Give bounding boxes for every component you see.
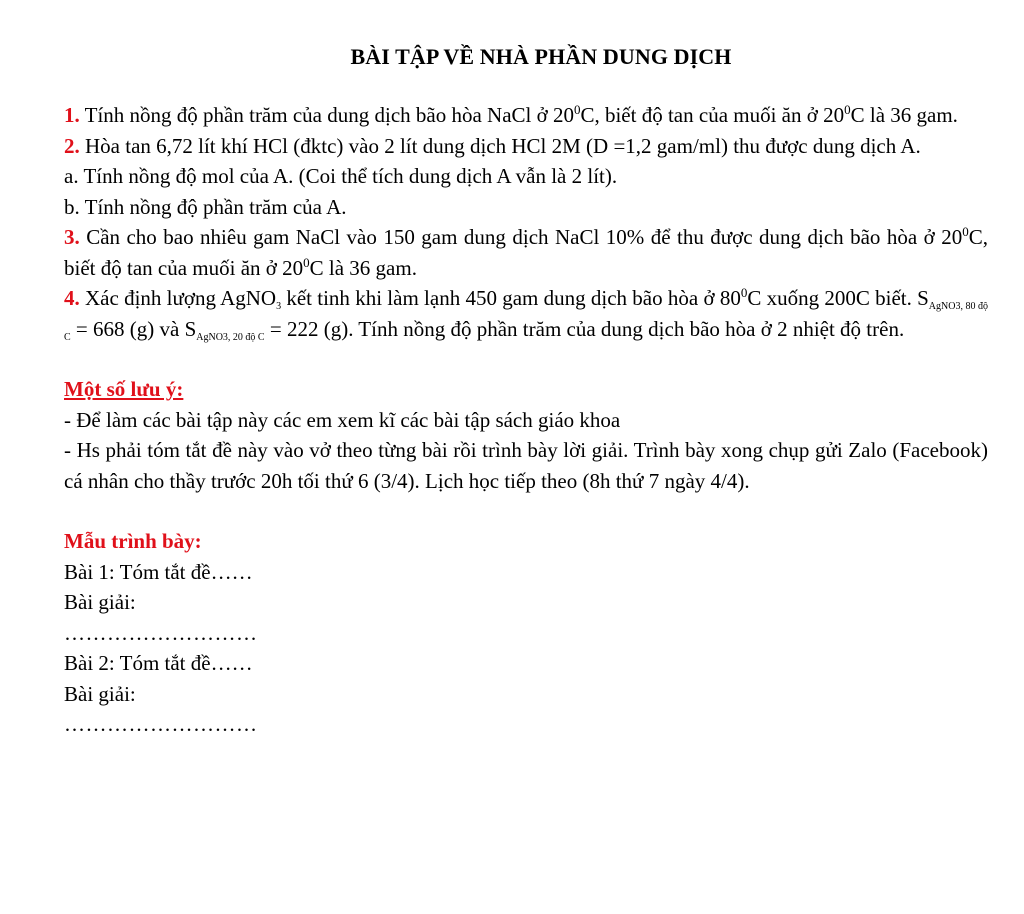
question-3-text-a: Cần cho bao nhiêu gam NaCl vào 150 gam dung dịch NaCl 10% để thu được dung dịch bão hòa ở 20: [79, 225, 963, 249]
notes-heading: [64, 374, 988, 405]
question-4-sub-3: AgNO3, 20 độ C: [196, 331, 265, 343]
question-4-number: 4.: [64, 286, 80, 310]
template-b1-dots: ………………………: [64, 620, 258, 645]
question-3-sup-2: 0: [303, 254, 310, 270]
question-1-sup-1: 0: [573, 102, 581, 117]
question-2-part-a: a. Tính nồng độ mol của A. (Coi thể tích dung dịch A vẫn là 2 lít).: [64, 164, 618, 188]
question-3-sup-1: 0: [962, 224, 969, 239]
template-b2-dots: ………………………: [64, 712, 258, 736]
template-b1-title: Bài 1: Tóm tắt đề……: [64, 559, 253, 584]
template-b2-title: Bài 2: Tóm tắt đề……: [64, 651, 253, 675]
spacer: [64, 344, 988, 374]
template-b1-solution: Bài giải:: [64, 590, 136, 614]
document-title: BÀI TẬP VỀ NHÀ PHẦN DUNG DỊCH: [350, 44, 732, 69]
question-3-number: 3.: [64, 225, 80, 249]
question-4-text-d: = 668 (g) và S: [70, 316, 197, 341]
question-2-text: Hòa tan 6,72 lít khí HCl (đktc) vào 2 lít dung dịch HCl 2M (D =1,2 gam/ml) thu được dung dịch A.: [79, 133, 921, 158]
question-4-sup-1: 0: [740, 285, 748, 300]
question-3-text-c: C là 36 gam.: [309, 255, 417, 280]
question-1-number: 1.: [64, 103, 80, 127]
question-3: [64, 222, 988, 283]
question-1-text-b: C, biết độ tan của muối ăn ở 20: [580, 103, 845, 127]
question-4-sub-2: AgNO3, 80 độ C: [64, 301, 988, 343]
spacer: [64, 496, 988, 526]
template-b2-solution: Bài giải:: [64, 681, 136, 706]
question-4-text-c: C xuống 200C biết. S: [747, 286, 929, 310]
question-1-sup-2: 0: [844, 102, 851, 117]
question-1-text-c: C là 36 gam.: [850, 103, 958, 127]
question-4: [64, 283, 988, 344]
question-2-part-b: b. Tính nồng độ phần trăm của A.: [64, 194, 347, 219]
question-3-text-b: C, biết độ tan của muối ăn ở 20: [64, 225, 988, 280]
question-2: [64, 131, 988, 162]
question-1: [64, 100, 988, 131]
question-4-text-b: kết tinh khi làm lạnh 450 gam dung dịch bão hòa ở 80: [281, 286, 741, 310]
question-2-number: 2.: [64, 133, 80, 158]
question-1-text-a: Tính nồng độ phần trăm của dung dịch bão hòa NaCl ở 20: [79, 103, 574, 127]
question-4-sub-1: 3: [276, 301, 282, 312]
notes-line-2: - Hs phải tóm tắt đề này vào vở theo từng bài rồi trình bày lời giải. Trình bày xong chụp gửi Zalo (Facebook) cá nhân cho thầy trước 20h tối thứ 6 (3/4). Lịch học tiếp theo (8h thứ 7 ngày 4/4).: [64, 438, 988, 493]
question-4-text-e: = 222 (g). Tính nồng độ phần trăm của dung dịch bão hòa ở 2 nhiệt độ trên.: [264, 316, 905, 341]
notes-heading-text: Một số lưu ý:: [64, 377, 184, 401]
template-heading: Mẫu trình bày:: [64, 529, 202, 553]
question-4-text-a: Xác định lượng AgNO: [79, 286, 277, 310]
notes-line-1: - Để làm các bài tập này các em xem kĩ các bài tập sách giáo khoa: [64, 407, 621, 432]
